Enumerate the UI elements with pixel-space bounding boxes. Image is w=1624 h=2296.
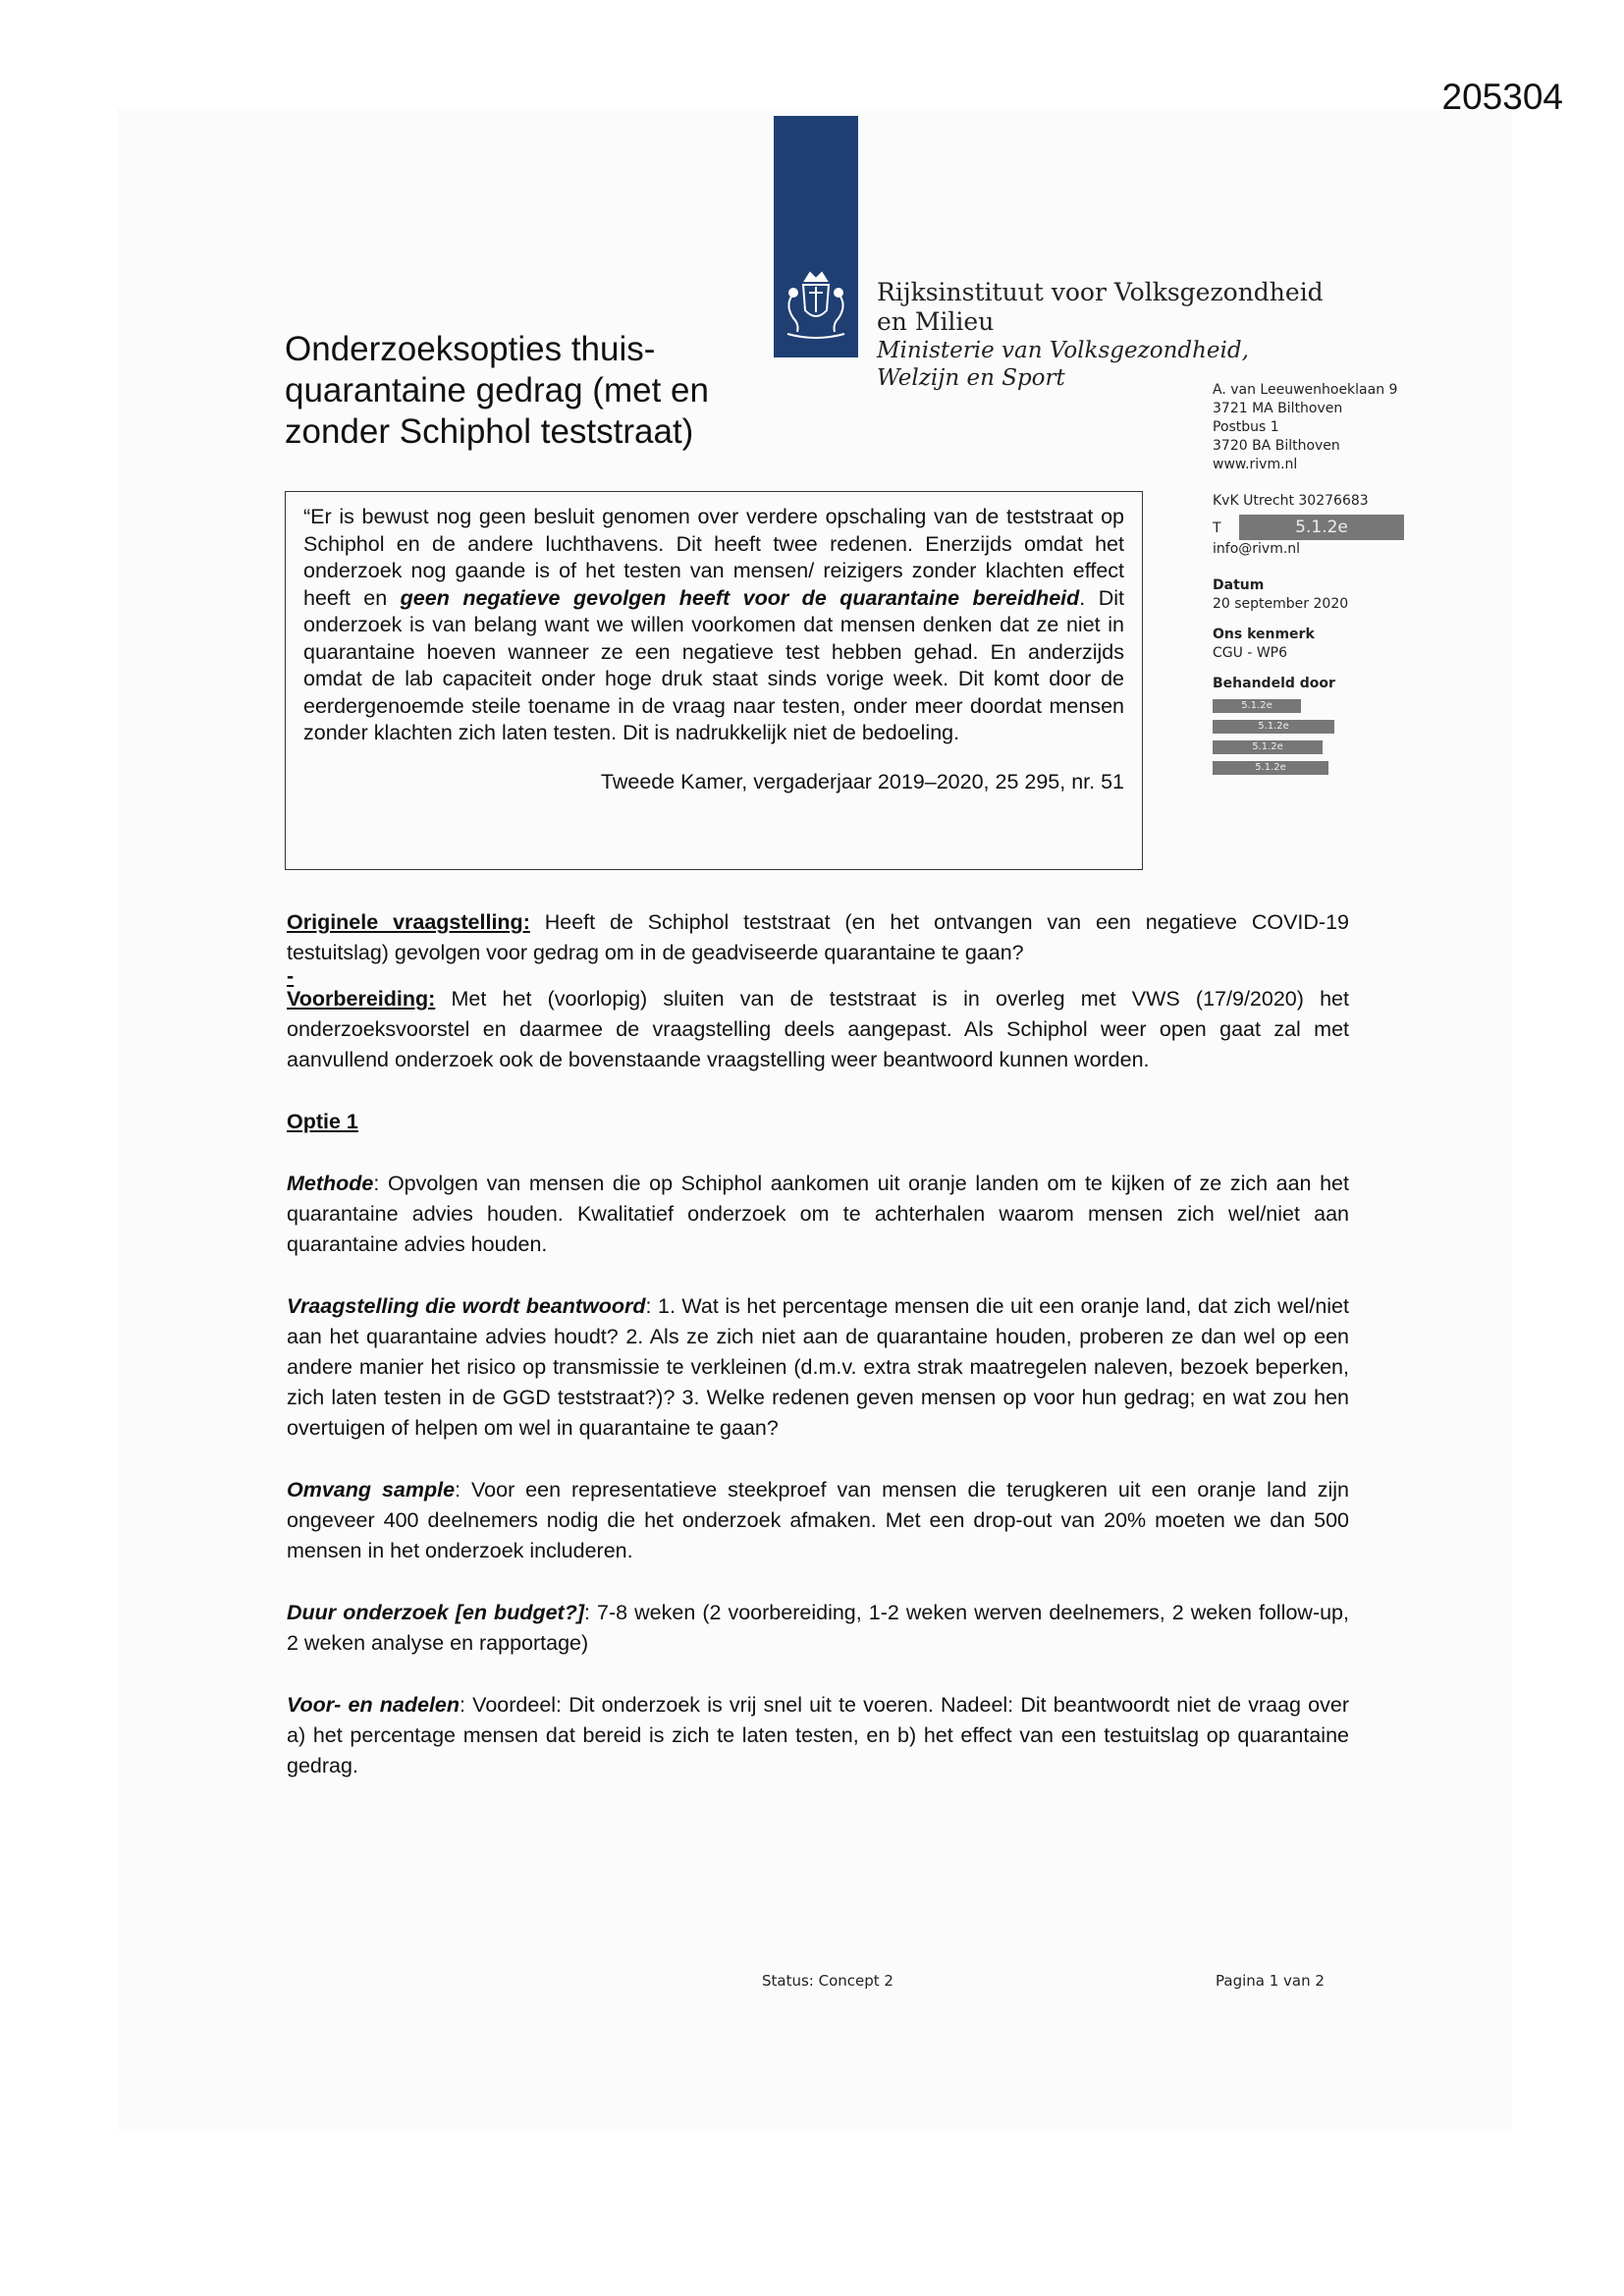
address-line: 3720 BA Bilthoven	[1213, 438, 1340, 454]
omvang-sample: Omvang sample: Voor een representatieve steekproef van mensen die terugkeren uit een oranje land zijn ongeveer 400 deelnemers nodig die het onderzoek afmaken. Met een drop-out van 20% moeten we dan 500 mensen in het onderzoek includeren.	[287, 1478, 1349, 1562]
vraag-label: Vraagstelling die wordt beantwoord	[287, 1294, 646, 1318]
kenmerk-label: Ons kenmerk	[1213, 627, 1315, 642]
org-line-1: Rijksinstituut voor Volksgezondheid	[877, 278, 1324, 306]
org-line-3: Ministerie van Volksgezondheid,	[877, 338, 1249, 363]
footer-page-number: Pagina 1 van 2	[1216, 1972, 1325, 1990]
datum-label: Datum	[1213, 577, 1265, 593]
sidebar-info	[1213, 381, 1438, 776]
quote-source: Tweede Kamer, vergaderjaar 2019–2020, 25 295, nr. 51	[600, 769, 1124, 793]
address-line: 3721 MA Bilthoven	[1213, 401, 1343, 416]
behandeld-redaction: 5.1.2e	[1213, 720, 1334, 734]
royal-crest-icon	[778, 267, 854, 346]
kenmerk-value: CGU - WP6	[1213, 645, 1288, 661]
address-line: Postbus 1	[1213, 419, 1279, 435]
originele-label: Originele vraagstelling:	[287, 910, 530, 934]
phone-prefix: T	[1213, 520, 1221, 536]
voor-en-nadelen: Voor- en nadelen: Voordeel: Dit onderzoek is vrij snel uit te voeren. Nadeel: Dit beantwoordt niet de vraag over a) het percentage mensen dat bereid is zich te laten testen, en b) het effect van een testuitslag op quarantaine gedrag.	[287, 1693, 1349, 1777]
behandeld-redaction: 5.1.2e	[1213, 761, 1328, 775]
vraagstelling: Vraagstelling die wordt beantwoord: 1. Wat is het percentage mensen die uit een oranje land, dat zich wel/niet aan het quarantaine advies houdt? 2. Als ze zich niet aan de quarantaine houden, proberen ze dan wel op een andere manier het risico op transmissie te verkleinen (d.m.v. extra strak maatregelen naleven, bezoek beperken, zich laten testen in de GGD teststraat?)? 3. Welke redenen geven mensen op voor hun gedrag; en wat zou hen overtuigen of helpen om wel in quarantaine te gaan?	[287, 1294, 1349, 1440]
originele-vraagstelling: Originele vraagstelling: Heeft de Schiphol teststraat (en het ontvangen van een negatieve COVID-19 testuitslag) gevolgen voor gedrag om in de geadviseerde quarantaine te gaan?	[287, 910, 1349, 964]
website-link[interactable]: www.rivm.nl	[1213, 457, 1298, 472]
voorbereiding: Voorbereiding: Met het (voorlopig) sluiten van de teststraat is in overleg met VWS (17/9/2020) het onderzoeksvoorstel en daarmee de vraagstelling deels aangepast. Als Schiphol weer open gaat zal met aanvullend onderzoek ook de bovenstaande vraagstelling weer beantwoord kunnen worden.	[287, 987, 1349, 1071]
address-line: A. van Leeuwenhoeklaan 9	[1213, 382, 1398, 398]
quote-box	[285, 491, 1143, 870]
org-line-4: Welzijn en Sport	[877, 365, 1065, 391]
methode: Methode: Opvolgen van mensen die op Schiphol aankomen uit oranje landen om te kijken of ze zich aan het quarantaine advies houden. Kwalitatief onderzoek om te achterhalen waarom mensen zich wel/niet aan quarantaine advies houden.	[287, 1172, 1349, 1256]
duur-label: Duur onderzoek [en budget?]	[287, 1601, 584, 1624]
org-line-2: en Milieu	[877, 307, 995, 336]
organization-name	[877, 278, 1324, 392]
phone-redaction: 5.1.2e	[1239, 515, 1404, 540]
quote-emphasis: geen negatieve gevolgen heeft voor de quarantaine bereidheid	[400, 585, 1080, 610]
footer-status: Status: Concept 2	[762, 1972, 893, 1990]
omvang-label: Omvang sample	[287, 1478, 456, 1502]
quote-text: “Er is bewust nog geen besluit genomen over verdere opschaling van de teststraat op Schiphol en de andere luchthavens. Dit heeft twee redenen. Enerzijds omdat het onderzoek nog gaande is of het testen van mensen/ reizigers zonder klachten effect heeft en geen negatieve gevolgen heeft voor de quarantaine bereidheid. Dit onderzoek is van belang want we willen voorkomen dat mensen denken dat ze niet in quarantaine hoeven wanneer ze een negatieve test hebben gehad. En anderzijds omdat de lab capaciteit onder hoge druk staat sinds vorige week. Dit komt door de eerdergenoemde steile toename in de vraag naar testen, onder meer doordat mensen zonder klachten zich laten testen. Dit is nadrukkelijk niet de bedoeling.	[303, 505, 1124, 744]
duur-onderzoek: Duur onderzoek [en budget?]: 7-8 weken (2 voorbereiding, 1-2 weken werven deelnemers, 2 weken follow-up, 2 weken analyse en rapportage)	[287, 1601, 1349, 1655]
behandeld-label: Behandeld door	[1213, 676, 1335, 691]
methode-label: Methode	[287, 1172, 374, 1195]
datum-value: 20 september 2020	[1213, 596, 1349, 612]
kvk-number: KvK Utrecht 30276683	[1213, 493, 1369, 509]
optie-heading: Optie 1	[287, 1110, 358, 1133]
behandeld-redaction: 5.1.2e	[1213, 740, 1323, 754]
email-link[interactable]: info@rivm.nl	[1213, 541, 1301, 557]
document-number: 205304	[1441, 77, 1563, 117]
behandeld-redaction: 5.1.2e	[1213, 699, 1301, 713]
document-body	[287, 907, 1349, 1813]
voor-label: Voor- en nadelen	[287, 1693, 460, 1717]
document-title: Onderzoeksopties thuis-quarantaine gedrag (met en zonder Schiphol teststraat)	[285, 330, 709, 451]
voorbereiding-label: Voorbereiding:	[287, 987, 436, 1011]
dash-marker: -	[287, 964, 295, 988]
